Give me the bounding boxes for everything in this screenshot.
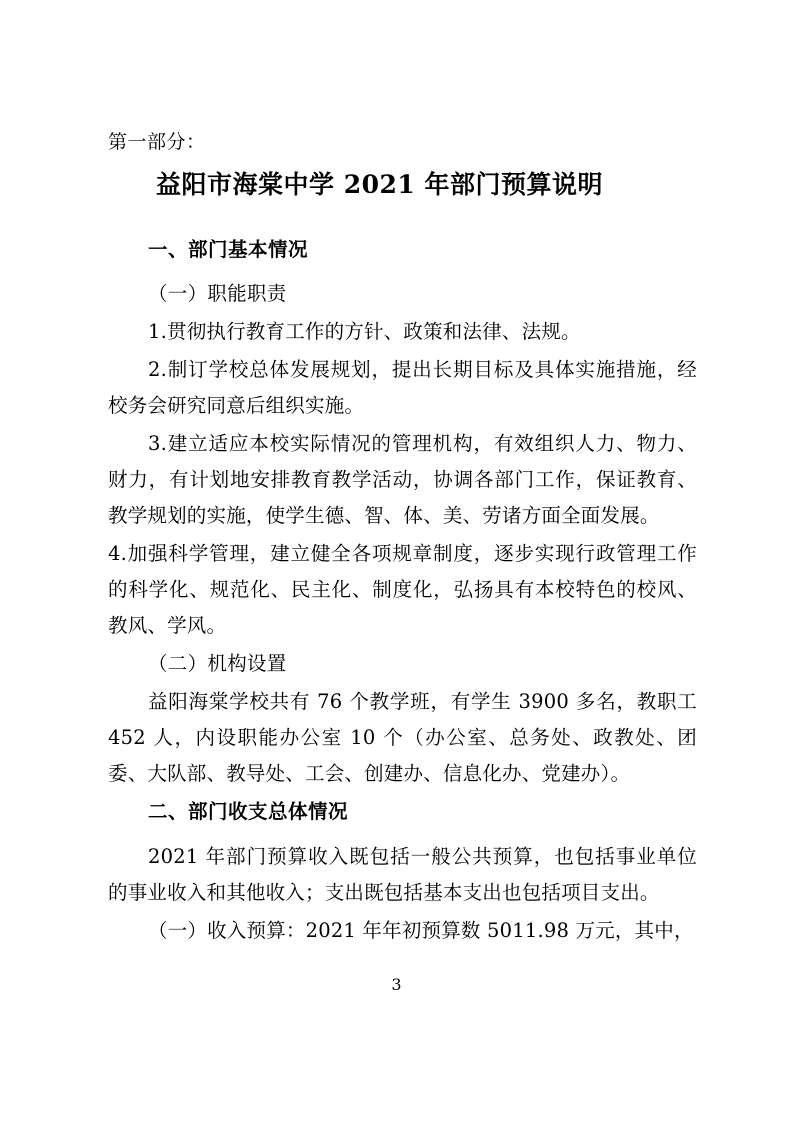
duty-item-2: 2.制订学校总体发展规划，提出长期目标及具体实施措施，经校务会研究同意后组织实施。 (108, 357, 697, 417)
page-title: 益阳市海棠中学 2021 年部门预算说明 (156, 169, 603, 199)
section-heading-basic-info: 一、部门基本情况 (148, 237, 309, 261)
part-label: 第一部分： (108, 131, 206, 153)
sub-heading-duties: （一）职能职责 (148, 281, 287, 305)
organization-paragraph: 益阳海棠学校共有 76 个教学班，有学生 3900 多名，教职工 452 人，内设职能办公室 10 个（办公室、总务处、政教处、团委、大队部、教导处、工会、创建办、信息化办、党建办）。 (108, 690, 697, 786)
budget-overview-paragraph: 2021 年部门预算收入既包括一般公共预算，也包括事业单位的事业收入和其他收入；支出既包括基本支出也包括项目支出。 (108, 844, 697, 904)
section-heading-budget-overview: 二、部门收支总体情况 (148, 800, 349, 824)
duty-item-1: 1.贯彻执行教育工作的方针、政策和法律、法规。 (148, 319, 581, 343)
page-number: 3 (391, 975, 402, 994)
duty-item-3: 3.建立适应本校实际情况的管理机构，有效组织人力、物力、财力，有计划地安排教育教学活动，协调各部门工作，保证教育、教学规划的实施，使学生德、智、体、美、劳诸方面全面发展。 (108, 431, 697, 527)
sub-heading-organization: （二）机构设置 (148, 652, 287, 676)
income-budget-paragraph: （一）收入预算：2021 年年初预算数 5011.98 万元，其中， (148, 918, 694, 942)
duty-item-4: 4.加强科学管理，建立健全各项规章制度，逐步实现行政管理工作的科学化、规范化、民主化、制度化，弘扬具有本校特色的校风、教风、学风。 (108, 542, 697, 638)
